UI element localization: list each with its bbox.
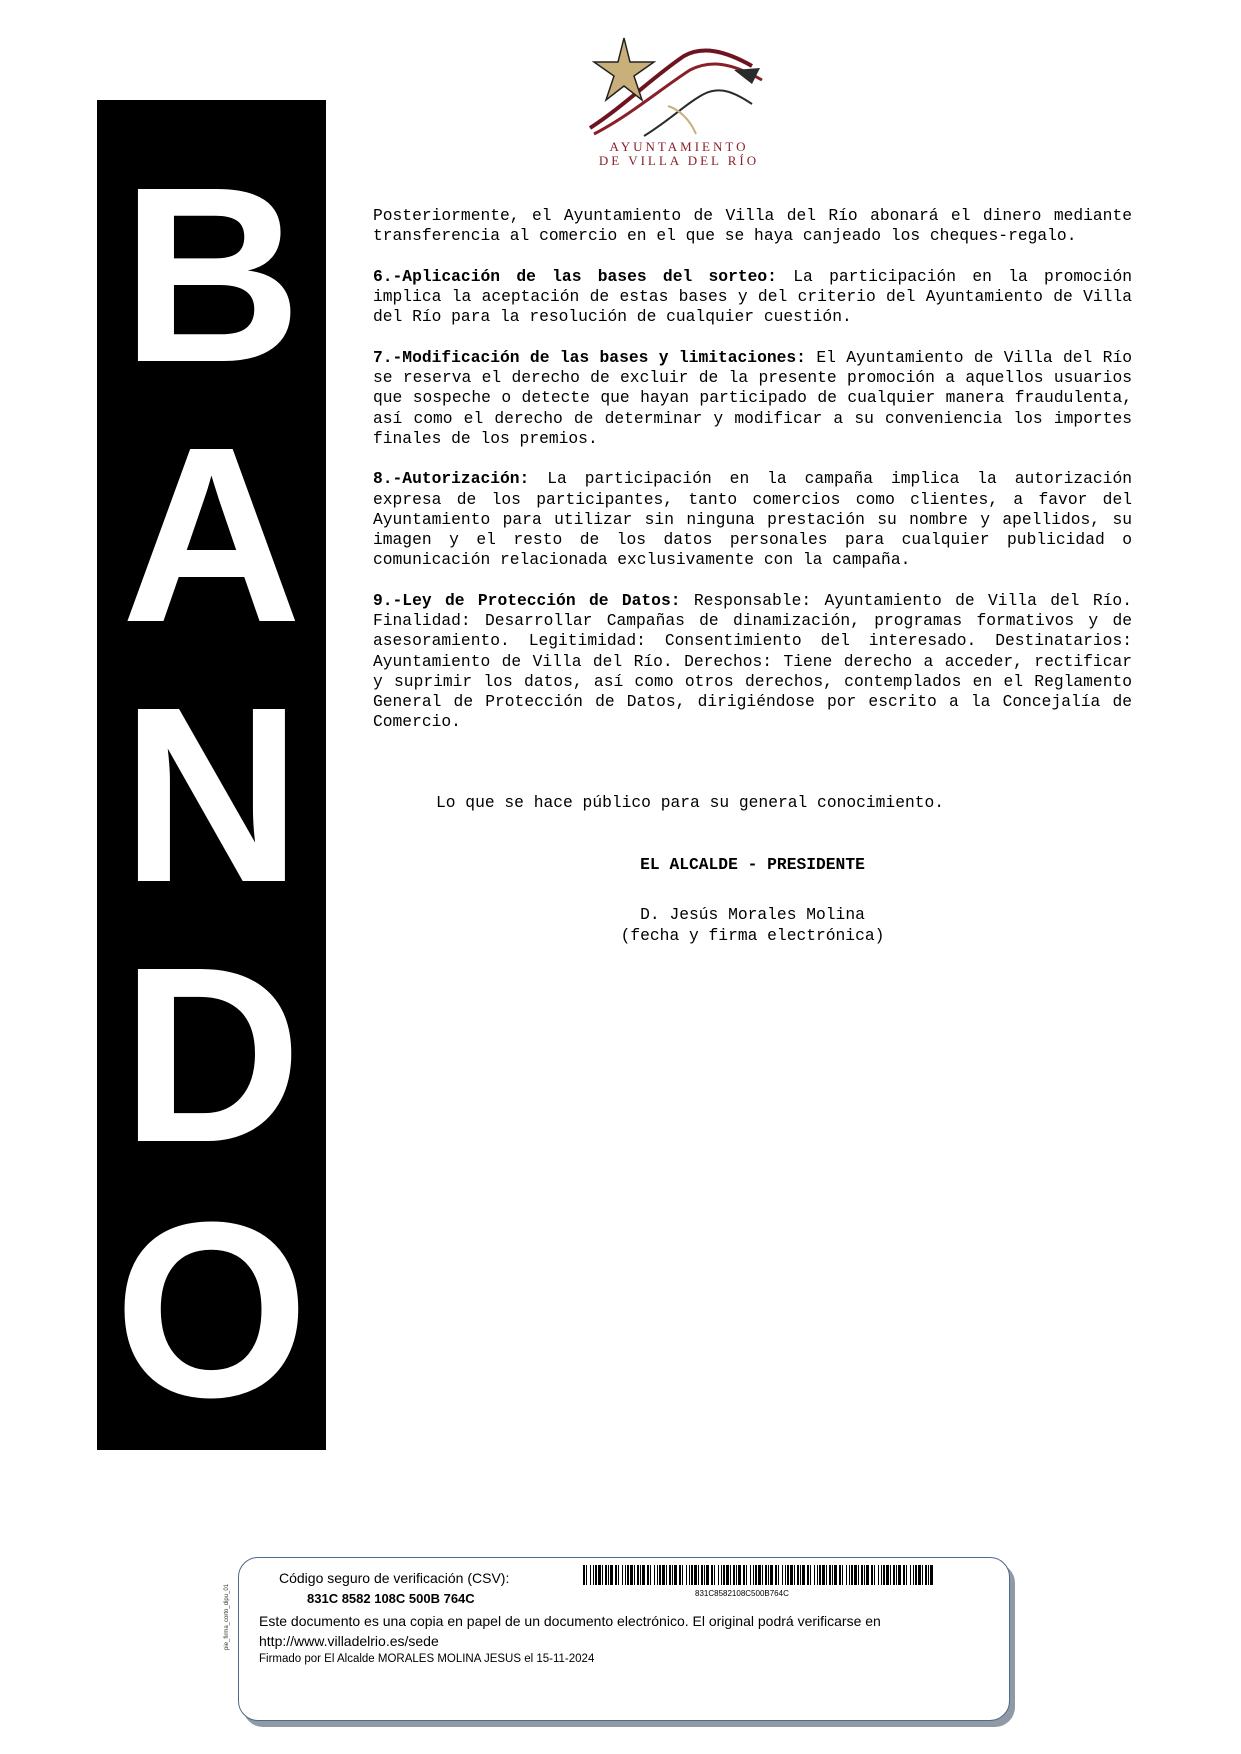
bando-banner xyxy=(97,100,326,1450)
section-7-text: El Ayuntamiento de Villa del Río se reserva el derecho de excluir de la presente promoción a aquellos usuarios que sospeche o detecte que hayan participado de cualquier manera fraudulenta, así como el derecho de determinar y modificar a su conveniencia los importes finales de los premios. xyxy=(373,347,1132,448)
side-form-code: pie_firma_corto_dipu_01 xyxy=(224,1583,230,1650)
bando-body xyxy=(373,206,1132,753)
section-9-heading: 9.-Ley de Protección de Datos: xyxy=(373,590,681,610)
bando-letter-b: B xyxy=(121,135,302,414)
section-6 xyxy=(373,267,1132,328)
closing-line: Lo que se hace público para su general conocimiento. xyxy=(436,793,945,812)
section-7 xyxy=(373,348,1132,449)
section-8-text: La participación en la campaña implica la autorización expresa de los participantes, tanto comercios como clientes, a favor del Ayuntamiento para utilizar sin ninguna prestación su nombre y apellidos, su imagen y el resto de los datos personales para cualquier publicidad o comunicación relacionada exclusivamente con la campaña. xyxy=(373,469,1132,570)
bando-letter-a: A xyxy=(121,395,302,674)
csv-verification-box xyxy=(238,1557,1010,1721)
logo-line-2: DE VILLA DEL RÍO xyxy=(598,153,760,168)
csv-code: 831C 8582 108C 500B 764C xyxy=(307,1591,475,1606)
bando-letter-o: O xyxy=(114,1170,309,1449)
section-6-text: La participación en la promoción implica la aceptación de estas bases y del criterio del Ayuntamiento de Villa del Río para la resolución de cualquier cuestión. xyxy=(373,266,1132,327)
barcode-icon xyxy=(583,1565,933,1585)
csv-note: Este documento es una copia en papel de un documento electrónico. El original podrá verificarse en http://www.villadelrio.es/sede xyxy=(259,1613,881,1649)
intro-paragraph: Posteriormente, el Ayuntamiento de Villa del Río abonará el dinero mediante transferencia al comercio en el que se haya canjeado los cheques-regalo. xyxy=(373,206,1132,246)
section-9 xyxy=(373,591,1132,733)
section-6-heading: 6.-Aplicación de las bases del sorteo: xyxy=(373,266,777,286)
signature-note: (fecha y firma electrónica) xyxy=(620,925,885,945)
csv-signed-by: Firmado por El Alcalde MORALES MOLINA JESUS el 15-11-2024 xyxy=(259,1653,595,1665)
ayuntamiento-logo xyxy=(584,36,774,170)
bando-letter-d: D xyxy=(121,915,302,1194)
logo-line-1: AYUNTAMIENTO xyxy=(609,139,749,154)
section-8 xyxy=(373,469,1132,570)
logo-emblem-icon xyxy=(584,36,774,141)
signature-title: EL ALCALDE - PRESIDENTE xyxy=(640,855,865,874)
csv-label: Código seguro de verificación (CSV): xyxy=(279,1570,510,1586)
section-7-heading: 7.-Modificación de las bases y limitaciones: xyxy=(373,347,806,367)
signature-block xyxy=(373,855,1132,946)
signature-name: D. Jesús Morales Molina xyxy=(640,905,865,925)
bando-letter-n: N xyxy=(121,655,302,934)
section-8-heading: 8.-Autorización: xyxy=(373,469,530,489)
barcode-text: 831C8582108C500B764C xyxy=(695,1589,789,1598)
section-9-text: Responsable: Ayuntamiento de Villa del Río. Finalidad: Desarrollar Campañas de dinamización, programas formativos y de asesoramiento. Legitimidad: Consentimiento del interesado. Destinatarios: Ayuntamiento de Villa del Río. Derechos: Tiene derecho a acceder, rectificar y suprimir los datos, así como otros derechos, contemplados en el Reglamento General de Protección de Datos, dirigiéndose por escrito a la Concejalía de Comercio. xyxy=(373,590,1132,732)
